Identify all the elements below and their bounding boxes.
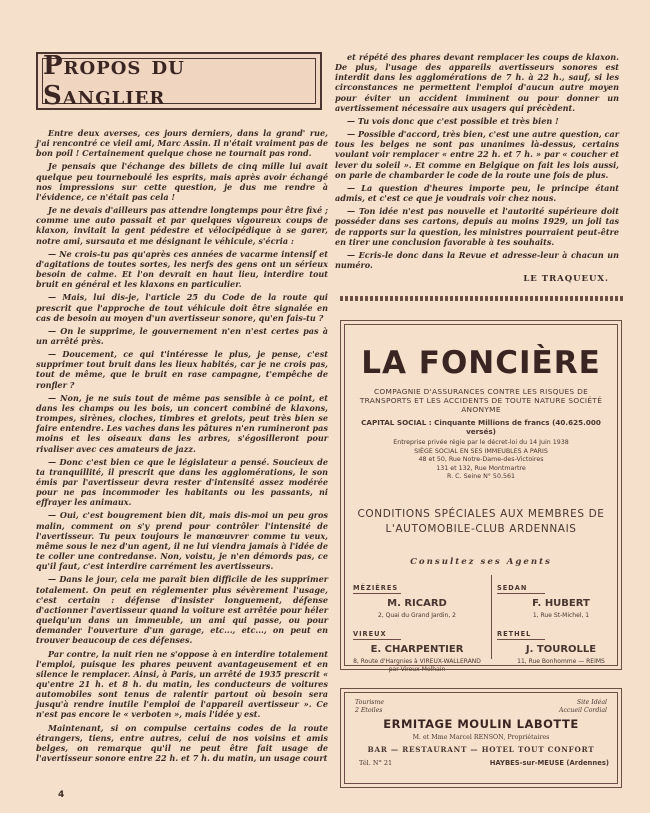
article-signature: LE TRAQUEUX. xyxy=(523,274,609,284)
paragraph: et répété des phares devant remplacer les coups de klaxon. De plus, l'usage des appareils avertisseurs sonores est interdit dans les agglomérations de 7 h. à 22 h., sauf, si les circonstances ne permettent l'emploi d'aucun autre moyen pour éviter un accident imminent ou pour donner un avertissement nécessaire aux usagers qui précèdent. xyxy=(335,52,619,113)
title-box xyxy=(36,52,322,110)
page-number: 4 xyxy=(58,790,65,800)
ad-agents-heading: Consultez ses Agents xyxy=(410,557,552,567)
agent-rethel xyxy=(497,621,625,666)
ad2-tel: Tél. N° 21 xyxy=(359,759,393,767)
ad-info-line: SIÈGE SOCIAL EN SES IMMEUBLES A PARIS xyxy=(414,447,548,455)
ad-la-fonciere xyxy=(340,320,622,673)
agent-name: F. HUBERT xyxy=(532,598,590,609)
ad-info-line: R. C. Seine N° 50.561 xyxy=(447,473,515,480)
paragraph: Je ne devais d'ailleurs pas attendre longtemps pour être fixé ; comme une auto passait et par quelques vigoureux coups de klaxon, invitait la gent pédestre et vélocipédique à se garer, notre ami, sursauta et me désignant le véhicule, s'écria : xyxy=(36,205,328,246)
paragraph: — Doucement, ce qui t'intéresse le plus, je pense, c'est supprimer tout bruit dans les lieux habités, car je ne crois pas, tout de même, que le bruit en rase campagne, t'empêche de ronfler ? xyxy=(36,349,328,390)
grid-divider xyxy=(491,575,492,659)
paragraph: — Dans le jour, cela me paraît bien difficile de les supprimer totalement. On peut en réglementer plus sévèrement l'usage, c'est certain : défense d'insister longuement, défense d'actionner l'avertisseur quand la voiture est arrêtée pour héler quelqu'un dans un immeuble, un ami qui passe, ou pour demander l'ouverture d'un garage, etc..., etc..., on peut en trouver beaucoup de ces défenses. xyxy=(36,574,328,646)
agent-address: 11, Rue Bonhomme — REIMS xyxy=(517,658,605,665)
agents-grid xyxy=(353,571,615,673)
paragraph: — Ne crois-tu pas qu'après ces années de vacarme intensif et d'agitations de toutes sortes, les nerfs des gens ont un sérieux besoin de calme. Et l'on devrait en haut lieu, interdire tout bruit en général et les klaxons en particulier. xyxy=(36,248,328,290)
agent-city: MÉZIÈRES xyxy=(353,584,401,594)
decorative-divider xyxy=(340,296,624,301)
ad2-location: HAYBES-sur-MEUSE (Ardennes) xyxy=(489,759,609,767)
ad-ermitage xyxy=(340,688,622,788)
agent-address: 1, Rue St-Michel, 1 xyxy=(532,612,590,619)
ad-brand: LA FONCIÈRE xyxy=(361,345,601,381)
paragraph: Par contre, la nuit rien ne s'oppose à en interdire totalement l'emploi, puisque les phares peuvent avantageusement et en silence le remplacer. Ainsi, à Paris, un arrêté de 1935 prescrit « qu'entre 21 h. et 8 h. du matin, les conducteurs de voitures automobiles sont tenus de ralentir partout où besoin sera jusqu'à rendre inutile l'emploi de l'appareil avertisseur ». Ce n'est pas encore le « verboten », mais l'idée y est. xyxy=(36,648,328,720)
ad2-left-note: Tourisme 2 Etoiles xyxy=(355,699,384,714)
agent-address: 2, Quai du Grand Jardin, 2 xyxy=(378,612,456,619)
ad-info-line: 48 et 50, Rue Notre-Dame-des-Victoires xyxy=(418,456,544,463)
paragraph: — Ton idée n'est pas nouvelle et l'autorité supérieure doit posséder dans ses cartons, depuis au moins 1929, un joli tas de rapports sur la question, les ministres pourraient peut-être en tirer une conclusion favorable à tes souhaits. xyxy=(335,206,619,247)
paragraph: — Possible d'accord, très bien, c'est une autre question, car tous les belges ne sont pas unanimes là-dessus, certains voulant voir remplacer « entre 22 h. et 7 h. » par « coucher et lever du soleil ». Et comme en Belgique on fait les lois aussi, on parle de chambarder le code de la route une fois de plus. xyxy=(335,129,619,180)
agent-city: VIREUX xyxy=(353,630,401,640)
ad-info-line: Entreprise privée régie par le décret-loi du 14 Juin 1938 xyxy=(393,439,569,446)
agent-city: SEDAN xyxy=(497,584,545,594)
agent-address: 8, Route d'Hargnies à VIREUX-WALLERAND par Vireux-Molhain xyxy=(353,658,481,673)
paragraph: — Donc c'est bien ce que le législateur a pensé. Soucieux de ta tranquillité, il prescrit que dans les agglomérations, le son émis par l'avertisseur devra rester d'intensité assez modérée pour ne pas incommoder les habitants ou les passants, ni effrayer les animaux. xyxy=(36,456,328,508)
paragraph: Maintenant, si on compulse certains codes de la route étrangers, tiens, entre autres, celui de nos voisins et amis belges, on remarque qu'il ne peut être fait usage de l'avertisseur sonore entre 22 h. et 7 h. du matin, un usage court xyxy=(36,722,328,764)
paragraph: — Mais, lui dis-je, l'article 25 du Code de la route qui prescrit que l'approche de tout véhicule doit être signalée en cas de besoin au moyen d'un avertisseur sonore, qu'en fais-tu ? xyxy=(36,292,328,323)
ad-info-line: 131 et 132, Rue Montmartre xyxy=(436,464,526,472)
agent-sedan xyxy=(497,575,625,620)
article-title: Propos du Sanglier xyxy=(43,51,185,111)
ad2-owner: M. et Mme Marcel RENSON, Propriétaires xyxy=(412,734,550,741)
article-left-column xyxy=(36,128,328,766)
agent-city: RETHEL xyxy=(497,630,545,640)
ad-capital: CAPITAL SOCIAL : Cinquante Millions de francs (40.625.000 versés) xyxy=(361,418,601,436)
paragraph: — Oui, c'est bougrement bien dit, mais dis-moi un peu gros malin, comment on s'y prend pour contrôler l'intensité de l'avertisseur. Tu peux toujours le manœuvrer comme tu veux, même sous le nez d'un agent, il ne lui viendra jamais à l'idée de te coller une contredanse. Non, voistu, je n'en démords pas, ce qu'il faut, c'est interdire carrément les avertisseurs. xyxy=(36,510,328,572)
agent-mezieres xyxy=(353,575,481,620)
ad-conditions: CONDITIONS SPÉCIALES AUX MEMBRES DE L'AUTOMOBILE-CLUB ARDENNAIS xyxy=(357,508,605,535)
paragraph: — On le supprime, le gouvernement n'en n'est certes pas à un arrêté près. xyxy=(36,325,328,346)
ad-subtitle: COMPAGNIE D'ASSURANCES CONTRE LES RISQUES DE TRANSPORTS ET LES ACCIDENTS DE TOUTE NATURE SOCIÉTÉ ANONYME xyxy=(359,387,603,414)
agent-name: E. CHARPENTIER xyxy=(370,644,464,655)
ad2-name: ERMITAGE MOULIN LABOTTE xyxy=(383,717,579,731)
paragraph: — Non, je ne suis tout de même pas sensible à ce point, et dans les champs ou les bois, un concert combiné de klaxons, trompes, sirènes, cloches, timbres et grelots, peut très bien se faire entendre. Les vaches dans les pâtures n'en rumineront pas moins et les oiseaux dans les arbres, s'égosilleront pour rivaliser avec ces amateurs de jazz. xyxy=(36,392,328,454)
agent-name: J. TOUROLLE xyxy=(525,644,597,655)
agent-vireux xyxy=(353,621,481,673)
paragraph: — Ecris-le donc dans la Revue et adresse-leur à chacun un numéro. xyxy=(335,249,619,270)
paragraph: — Tu vois donc que c'est possible et très bien ! xyxy=(347,115,559,126)
paragraph: — La question d'heures importe peu, le principe étant admis, et c'est ce que je voudrais voir chez nous. xyxy=(335,182,619,204)
ad-info xyxy=(351,439,611,482)
ad2-services: BAR — RESTAURANT — HOTEL TOUT CONFORT xyxy=(367,745,595,754)
agent-name: M. RICARD xyxy=(387,598,447,609)
ad2-right-note: Site Idéal Accueil Cordial xyxy=(559,699,607,714)
paragraph: Entre deux averses, ces jours derniers, dans la grand' rue, j'ai rencontré ce vieil ami, Marc Assin. Il n'était vraiment pas de bon poil ! Certainement quelque chose ne tournait pas rond. xyxy=(36,128,328,159)
article-right-column xyxy=(335,52,619,273)
paragraph: Je pensais que l'échange des billets de cinq mille lui avait quelque peu tourneboulé les esprits, mais après avoir échangé nos impressions sur cette question, je dus me rendre à l'évidence, ce n'était pas cela ! xyxy=(36,161,328,202)
